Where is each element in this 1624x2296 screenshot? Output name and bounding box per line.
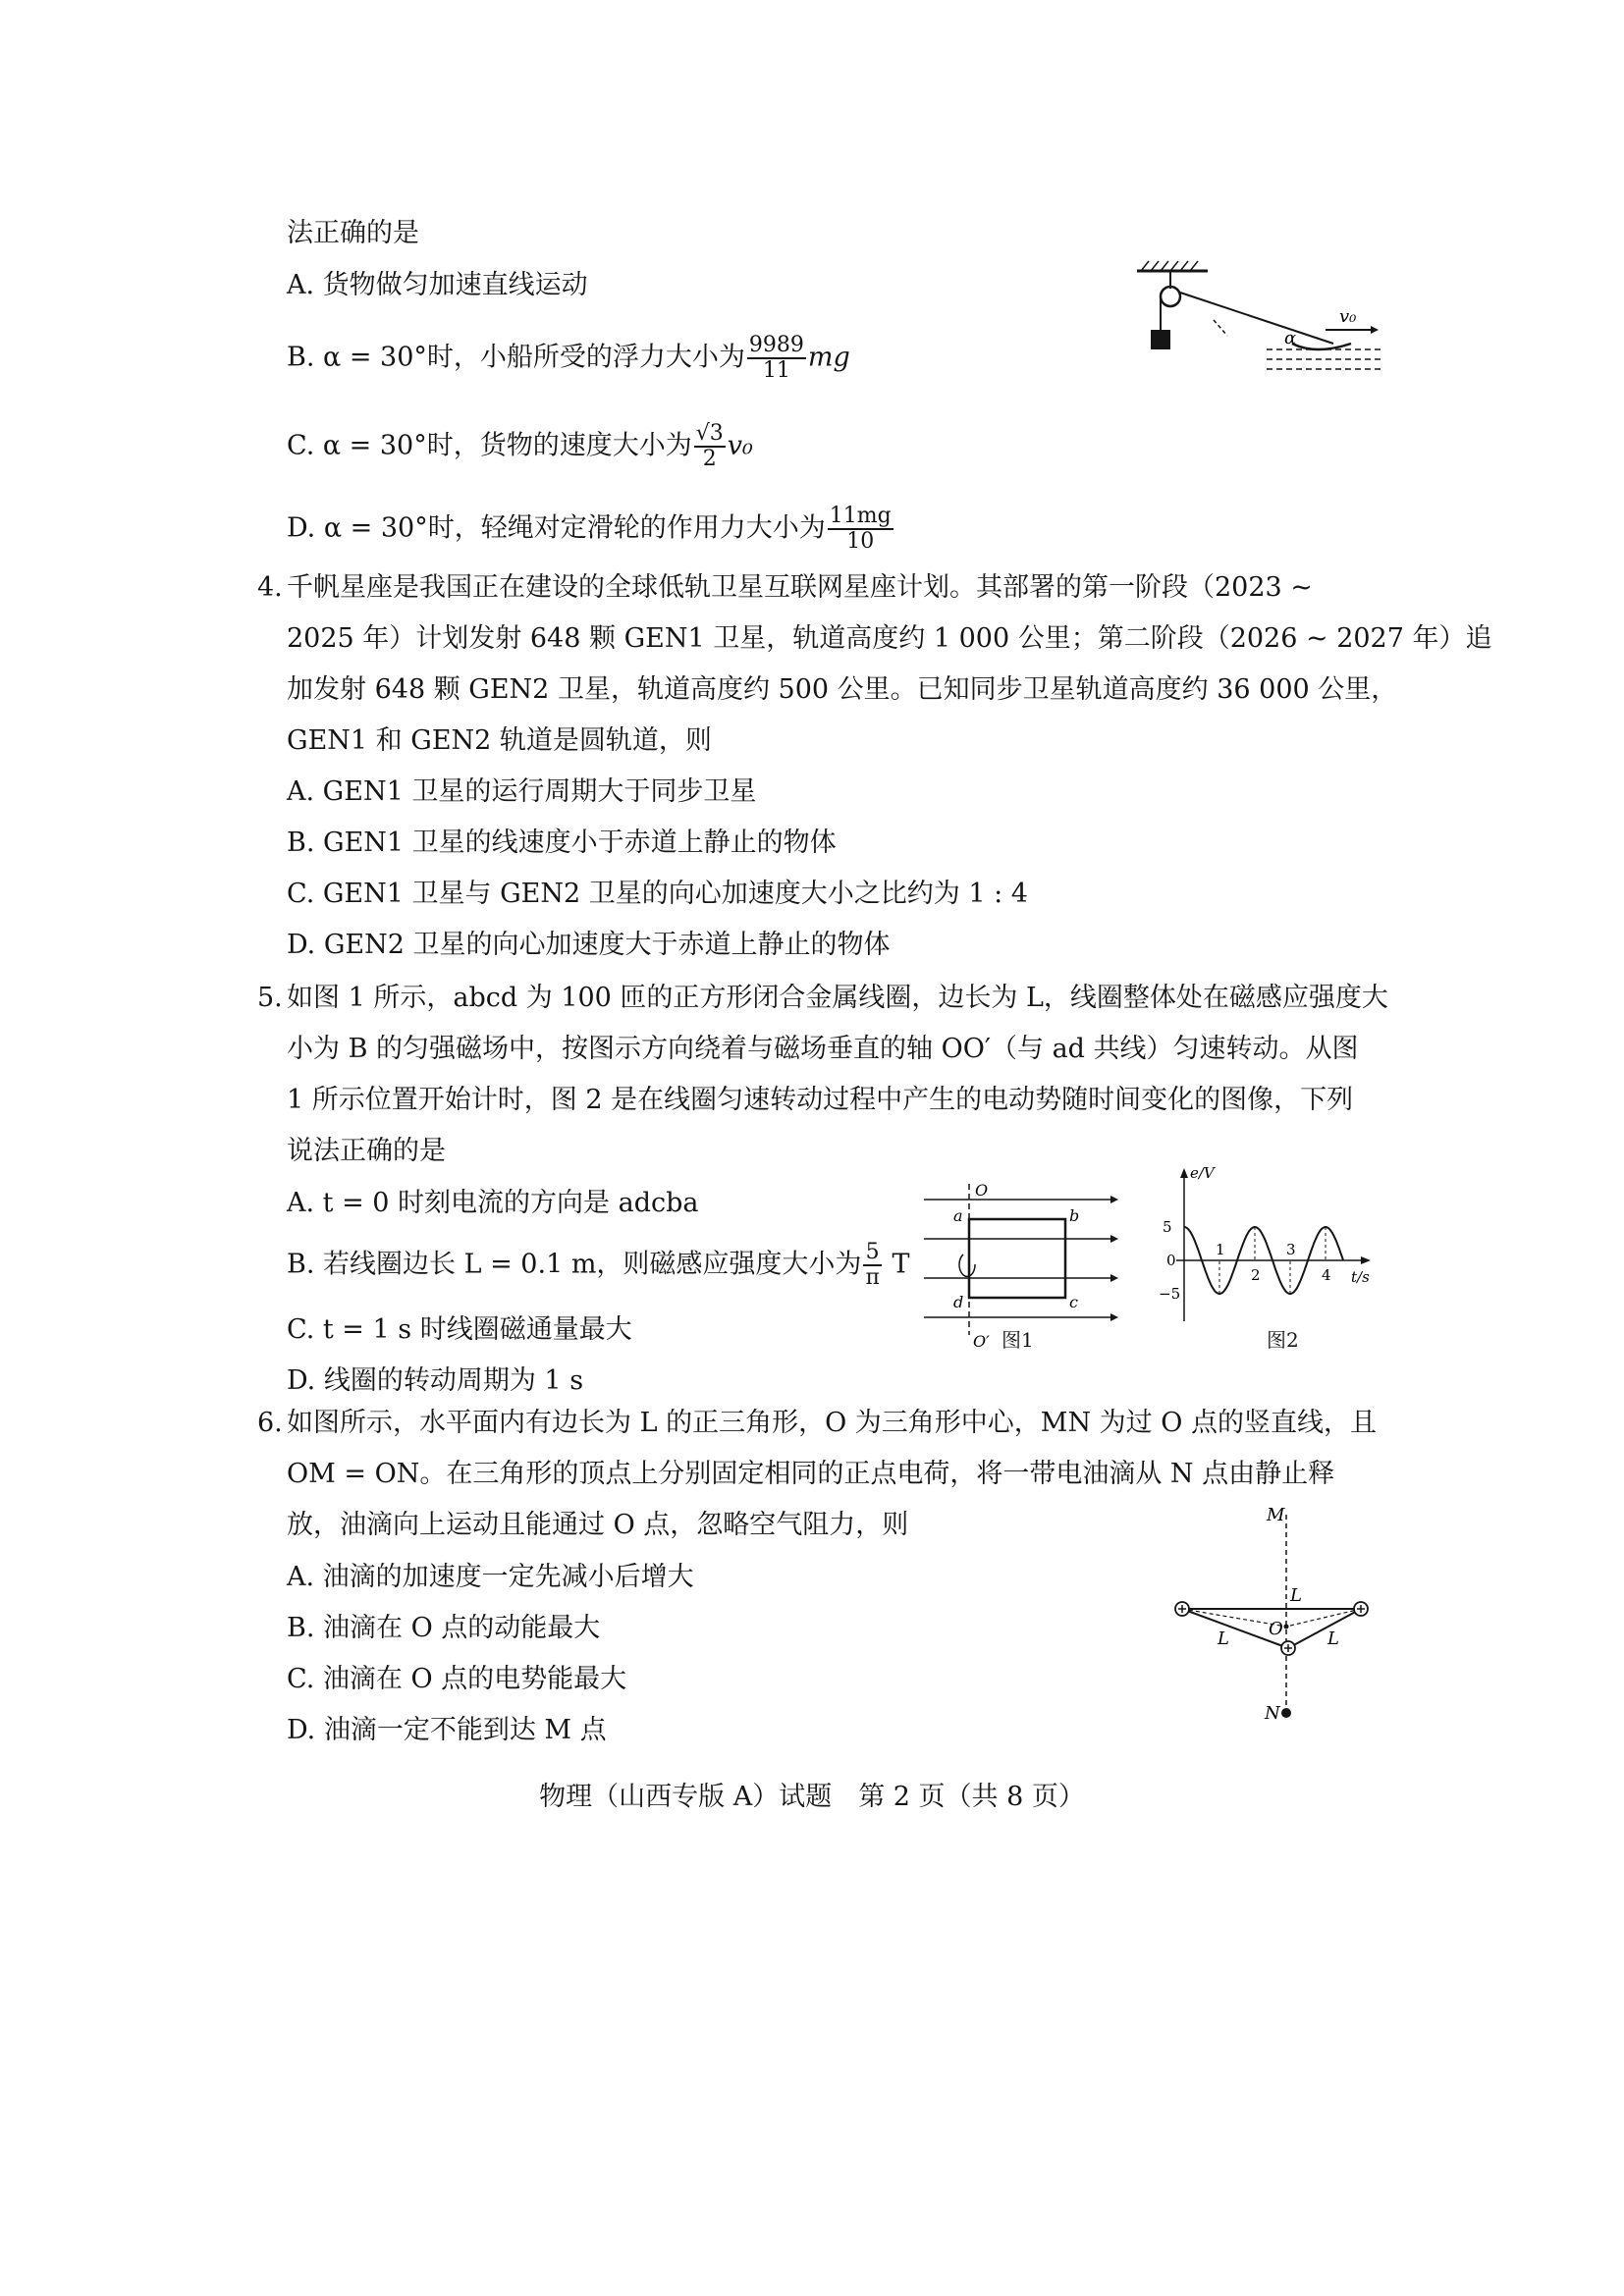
coil: [969, 1219, 1065, 1298]
q4-option-c: C. GEN1 卫星与 GEN2 卫星的向心加速度大小之比约为 1 : 4: [287, 879, 1028, 909]
q3-stem-tail: 法正确的是: [287, 218, 419, 248]
q3-figure: [1119, 257, 1394, 385]
point-N: [1281, 1708, 1291, 1718]
q6-fig-O: O: [1269, 1619, 1283, 1639]
q6-fig-L-right: L: [1327, 1629, 1339, 1649]
q4-option-d: D. GEN2 卫星的向心加速度大于赤道上静止的物体: [287, 930, 891, 960]
q5-stem-line: 小为 B 的匀强磁场中，按图示方向绕着与磁场垂直的轴 OO′（与 ad 共线）匀速转动。从图: [287, 1034, 1359, 1064]
boat: [1292, 344, 1351, 349]
q5-option-b: B. 若线圈边长 L = 0.1 m，则磁感应强度大小为 $\frac{5}{\pi}$ T: [287, 1240, 910, 1290]
q6-fig-L-left: L: [1218, 1629, 1229, 1649]
q6-fig-N: N: [1265, 1703, 1280, 1724]
q4-stem-line: GEN1 和 GEN2 轨道是圆轨道，则: [287, 725, 712, 756]
x-tick-label: 4: [1322, 1266, 1331, 1284]
q3-fig-v0: v₀: [1339, 306, 1357, 327]
charge-bottom: [1281, 1641, 1295, 1655]
q5-fig1-O: O: [975, 1181, 989, 1200]
q5-fig2-caption: 图2: [1267, 1328, 1299, 1352]
q4-option-a: A. GEN1 卫星的运行周期大于同步卫星: [287, 776, 757, 807]
x-tick-label: 1: [1216, 1241, 1225, 1258]
q3-option-b: B. α = 30°时，小船所受的浮力大小为 $\frac{9989}{11}$ mg: [287, 333, 850, 383]
q5-option-c: C. t = 1 s 时线圈磁通量最大: [287, 1314, 632, 1345]
y-tick-label: 0: [1166, 1252, 1176, 1269]
q5-fig1-b: b: [1069, 1206, 1080, 1225]
q5-stem-line: 如图 1 所示，abcd 为 100 匝的正方形闭合金属线圈，边长为 L，线圈整体处在磁感应强度大: [287, 983, 1388, 1013]
q6-option-c: C. 油滴在 O 点的电势能最大: [287, 1664, 627, 1694]
charge-left: [1175, 1602, 1189, 1616]
q6-option-d: D. 油滴一定不能到达 M 点: [287, 1715, 607, 1745]
q3-fig-alpha: α: [1284, 328, 1297, 348]
q5-option-d: D. 线圈的转动周期为 1 s: [287, 1365, 584, 1396]
cargo: [1151, 330, 1170, 349]
q5-fig1-caption: 图1: [1001, 1328, 1034, 1352]
point-O: [1284, 1625, 1289, 1629]
q5-fig1-a: a: [953, 1206, 963, 1225]
q6-number: 6.: [257, 1408, 283, 1438]
q4-stem-line: 加发射 648 颗 GEN2 卫星，轨道高度约 500 公里。已知同步卫星轨道高度约 36 000 公里，: [287, 674, 1398, 705]
y-axis-label: e/V: [1190, 1164, 1215, 1182]
q6-option-b: B. 油滴在 O 点的动能最大: [287, 1613, 601, 1643]
charge-right: [1354, 1602, 1368, 1616]
page-footer: 物理（山西专版 A）试题 第 2 页（共 8 页）: [539, 1782, 1085, 1812]
y-tick-label: 5: [1163, 1218, 1172, 1236]
x-tick-label: 3: [1286, 1241, 1296, 1258]
q6-stem-line: 如图所示，水平面内有边长为 L 的正三角形，O 为三角形中心，MN 为过 O 点的竖直线，且: [287, 1408, 1377, 1438]
x-axis-label: t/s: [1351, 1268, 1370, 1286]
q5-fig1-O-prime: O′: [973, 1332, 990, 1351]
q4-stem-line: 2025 年）计划发射 648 颗 GEN1 卫星，轨道高度约 1 000 公里；第二阶段（2026 ~ 2027 年）追: [287, 623, 1492, 654]
pulley: [1161, 287, 1180, 306]
q5-fig1-c: c: [1069, 1293, 1078, 1311]
q3-option-d: D. α = 30°时，轻绳对定滑轮的作用力大小为 $\frac{11mg}{10}$: [287, 504, 892, 554]
y-tick-label: −5: [1159, 1285, 1181, 1303]
q4-option-b: B. GEN1 卫星的线速度小于赤道上静止的物体: [287, 828, 837, 858]
q5-stem-line: 说法正确的是: [287, 1136, 446, 1166]
q5-fig1-d: d: [953, 1293, 964, 1311]
q4-number: 4.: [257, 572, 283, 603]
q6-fig-M: M: [1267, 1507, 1285, 1525]
q3-option-a: A. 货物做匀加速直线运动: [287, 270, 588, 300]
q6-stem-line: 放，油滴向上运动且能通过 O 点，忽略空气阻力，则: [287, 1510, 909, 1540]
q5-option-a: A. t = 0 时刻电流的方向是 adcba: [287, 1188, 699, 1218]
q5-figure-2-chart: [1159, 1164, 1384, 1331]
q5-number: 5.: [257, 983, 283, 1013]
x-tick-label: 2: [1251, 1266, 1261, 1284]
q6-fig-L-top: L: [1290, 1585, 1302, 1606]
q5-stem-line: 1 所示位置开始计时，图 2 是在线圈匀速转动过程中产生的电动势随时间变化的图像，下列: [287, 1085, 1354, 1115]
q3-option-c: C. α = 30°时，货物的速度大小为 $\frac{√3}{2}$ v₀: [287, 421, 753, 471]
q6-stem-line: OM = ON。在三角形的顶点上分别固定相同的正点电荷，将一带电油滴从 N 点由静止释: [287, 1459, 1335, 1489]
q4-stem-line: 千帆星座是我国正在建设的全球低轨卫星互联网星座计划。其部署的第一阶段（2023 ~: [287, 572, 1313, 603]
q6-figure: [1168, 1507, 1384, 1733]
q6-option-a: A. 油滴的加速度一定先减小后增大: [287, 1562, 694, 1592]
